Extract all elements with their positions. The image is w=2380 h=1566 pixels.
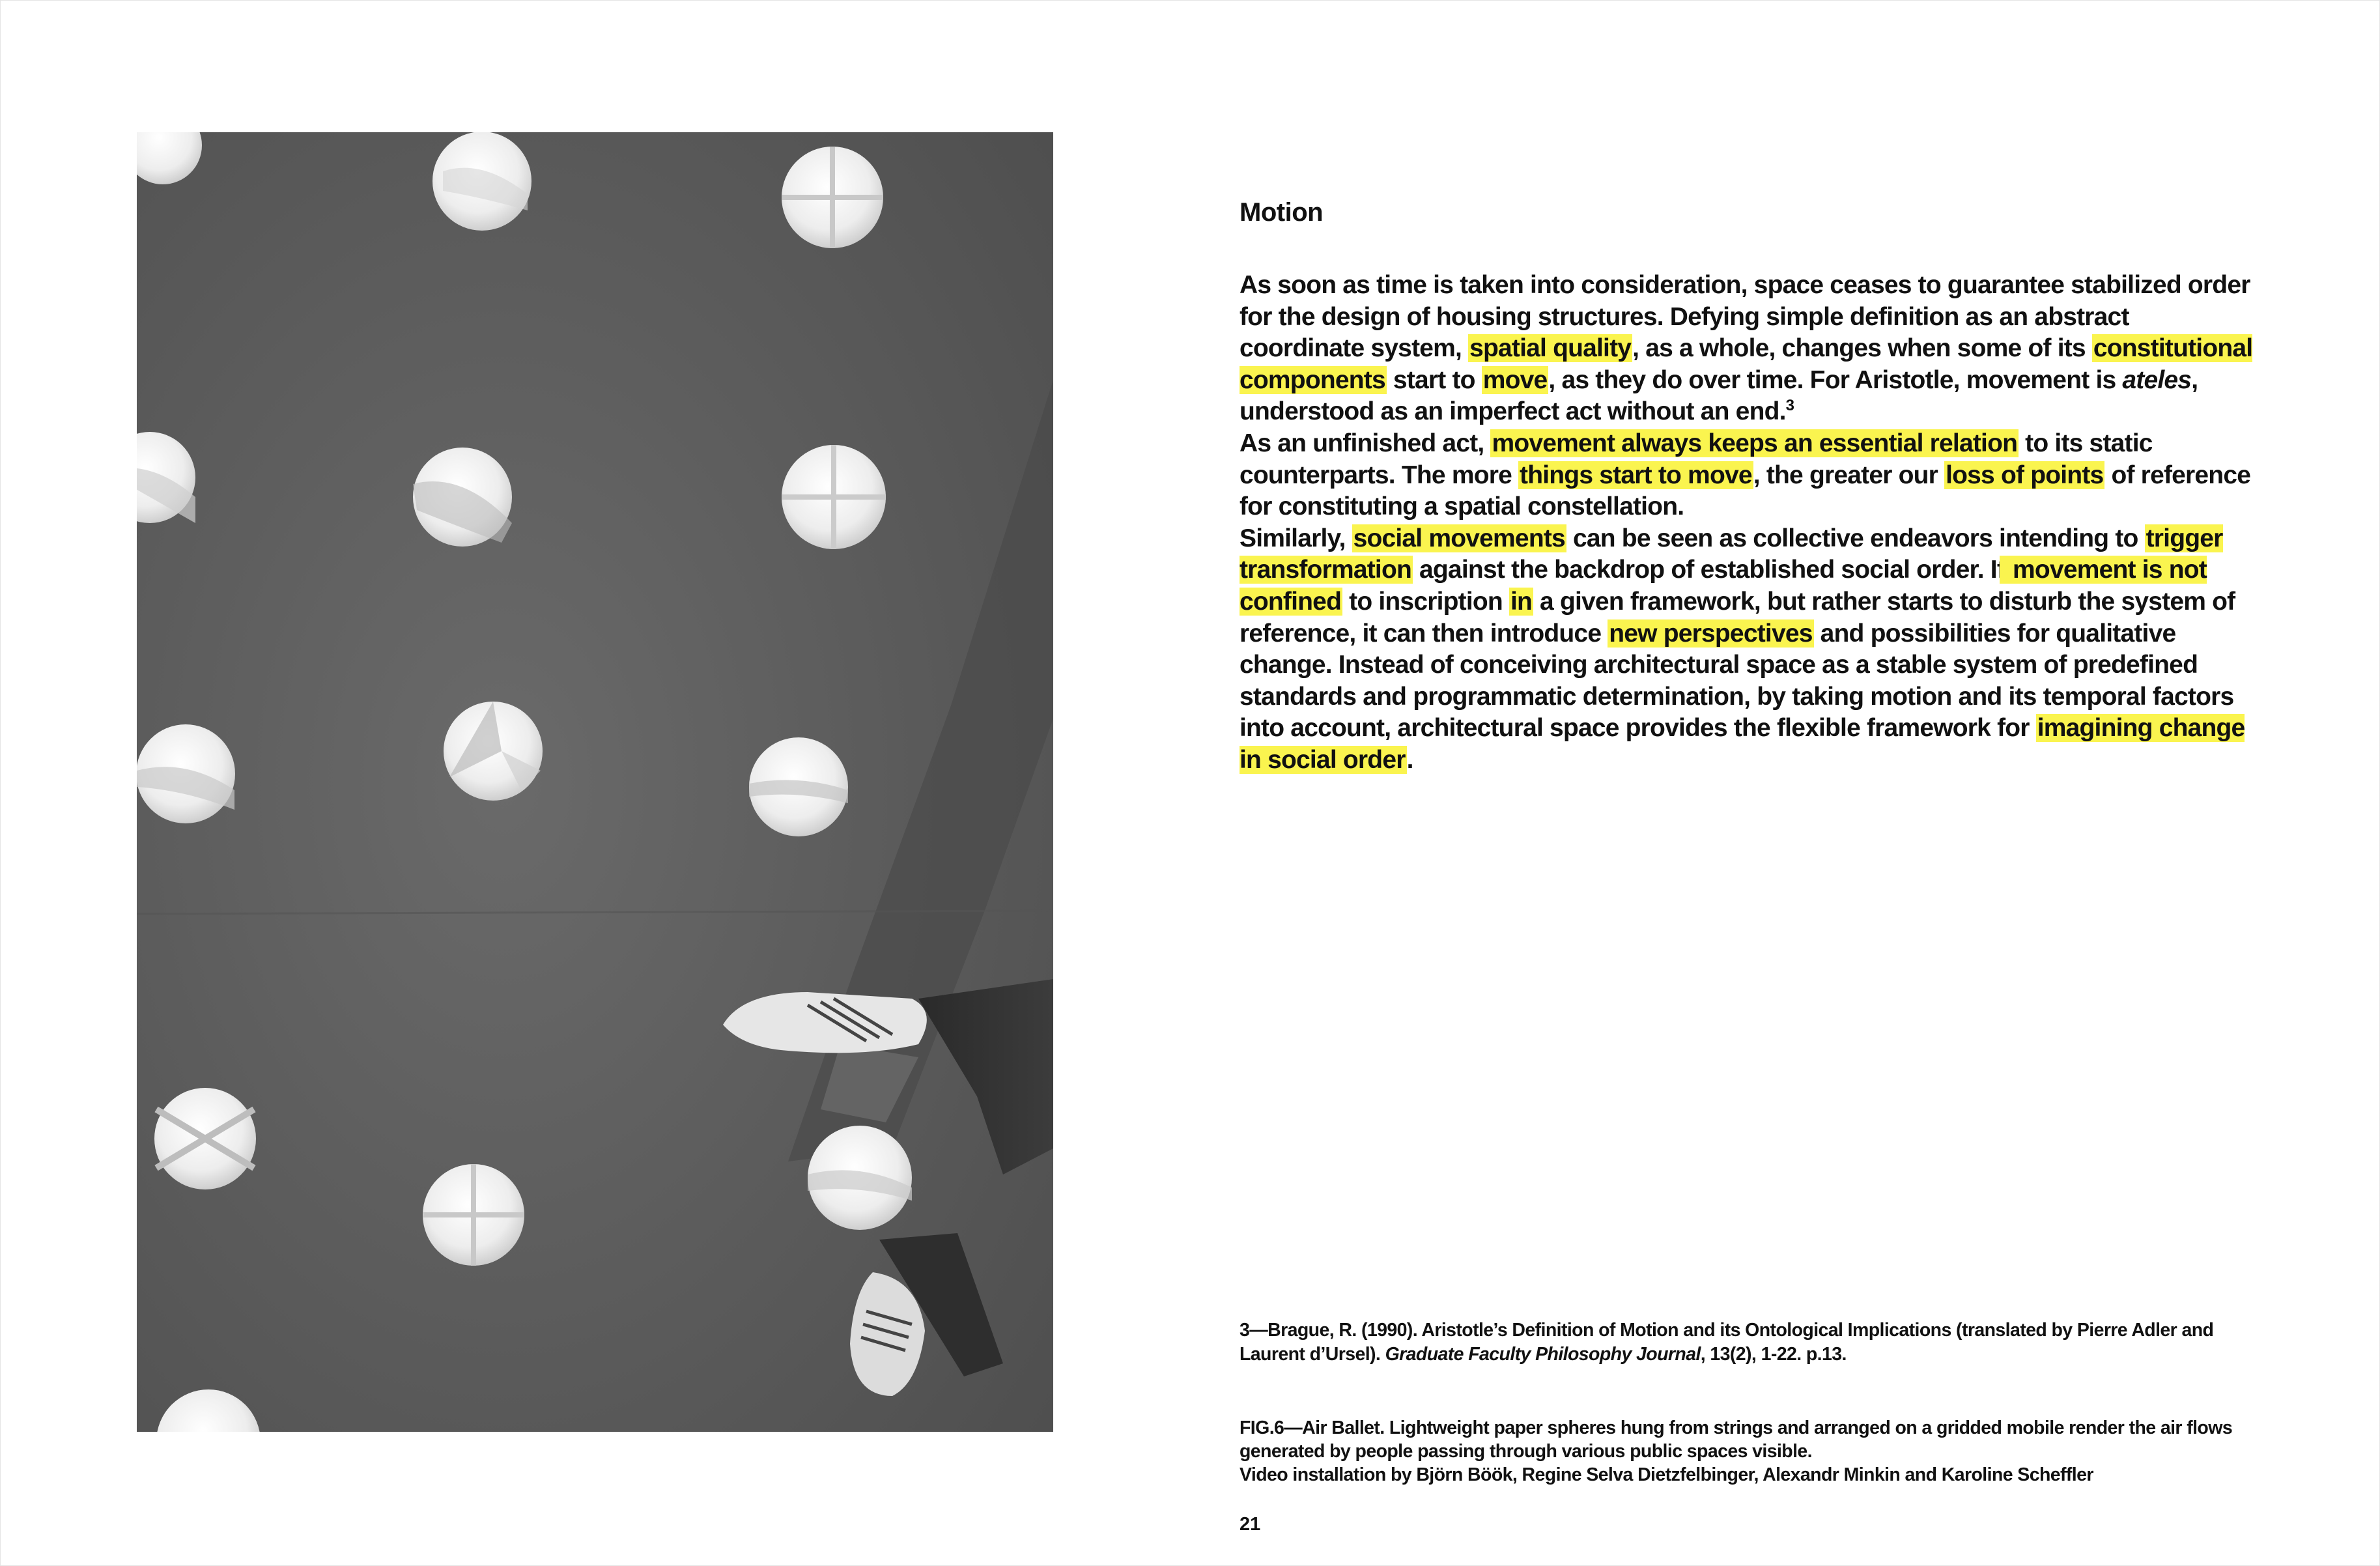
body-text-run: to its static counterparts. The more [1240,429,2153,489]
highlighted-phrase: trigger transformation [1240,524,2223,584]
body-text-run: a given framework, but rather starts to disturb the system of reference, it can then introduce [1240,587,2235,648]
body-text-run: As an unfinished act, [1240,429,1491,457]
paper-sphere [423,1164,524,1266]
highlighted-phrase: imagining change in social order [1240,714,2245,774]
highlighted-phrase: in [1510,587,1533,616]
paper-sphere [154,1088,256,1189]
footnote-citation-end: , 13(2), 1-22. p.13. [1700,1344,1847,1365]
body-text-run: , as they do over time. For Aristotle, movement is [1548,365,2123,394]
left-shoe [723,992,927,1053]
body-text-run: start to [1386,365,1482,394]
highlighted-phrase: new perspectives [1609,619,1813,648]
body-text-run: to inscription [1342,587,1509,616]
highlighted-phrase: constitutional components [1240,334,2253,394]
body-text-run: As soon as time is taken into consideration, space ceases to guarantee stabilized order for the design of housing structures. Defying simple definition as an abstract coordinate system, [1240,271,2250,363]
figure-photo [137,132,1053,1432]
paper-sphere [137,724,235,823]
body-text-run: against the backdrop of established social order. If [1413,556,2012,584]
body-text-run: . [1406,745,1413,774]
highlighted-phrase: things start to move [1520,461,1752,489]
body-text-run: , as a whole, changes when some of its [1632,334,2092,363]
paper-sphere [413,448,512,547]
figure-caption [1240,1416,2256,1487]
caption-credits: Video installation by Björn Böök, Regine Selva Dietzfelbinger, Alexandr Minkin and Karoline Scheffler [1240,1464,2093,1485]
paper-sphere [749,737,848,836]
footnote-journal: Graduate Faculty Philosophy Journal [1385,1344,1701,1365]
caption-description: FIG.6—Air Ballet. Lightweight paper spheres hung from strings and arranged on a gridded mobile render the air flows generated by people passing through various public spaces visible. [1240,1417,2233,1462]
highlighted-phrase: move [1482,365,1548,394]
highlighted-phrase: movement is not confined [1240,556,2207,616]
footnote-marker: 3 [1785,397,1794,415]
paper-sphere [782,147,883,248]
body-text-run: , the greater our [1753,461,1945,489]
footnote-citation: 3—Brague, R. (1990). Aristotle’s Definition of Motion and its Ontological Implications (translated by Pierre Adler and Laurent d’Ursel). [1240,1320,2214,1365]
highlighted-phrase: loss of points [1946,461,2104,489]
italic-term: ateles [2122,365,2192,394]
air-ballet-photo-image [137,132,1053,1432]
body-text-run: can be seen as collective endeavors intending to [1566,524,2145,552]
highlighted-phrase: spatial quality [1469,334,1632,363]
body-text-run: of reference for constituting a spatial constellation. [1240,461,2251,521]
page-number: 21 [1240,1514,1261,1535]
highlighted-phrase: social movements [1353,524,1565,552]
paper-sphere [432,132,531,231]
body-paragraph [1240,270,2256,776]
section-heading: Motion [1240,198,1324,227]
body-text-run: , understood as an imperfect act without an end. [1240,365,2198,426]
footnote [1240,1318,2256,1367]
paper-sphere [808,1126,912,1230]
highlighted-phrase: movement always keeps an essential relation [1492,429,2018,457]
body-text-run: and possibilities for qualitative change. Instead of conceiving architectural space as a stable system of predefined standards and programmatic determination, by taking motion and its temporal factors into account, architectural space provides the flexible framework for [1240,619,2234,743]
text-column [1240,195,2256,776]
body-text-run: Similarly, [1240,524,1352,552]
paper-sphere [444,702,543,801]
paper-sphere [782,445,886,549]
